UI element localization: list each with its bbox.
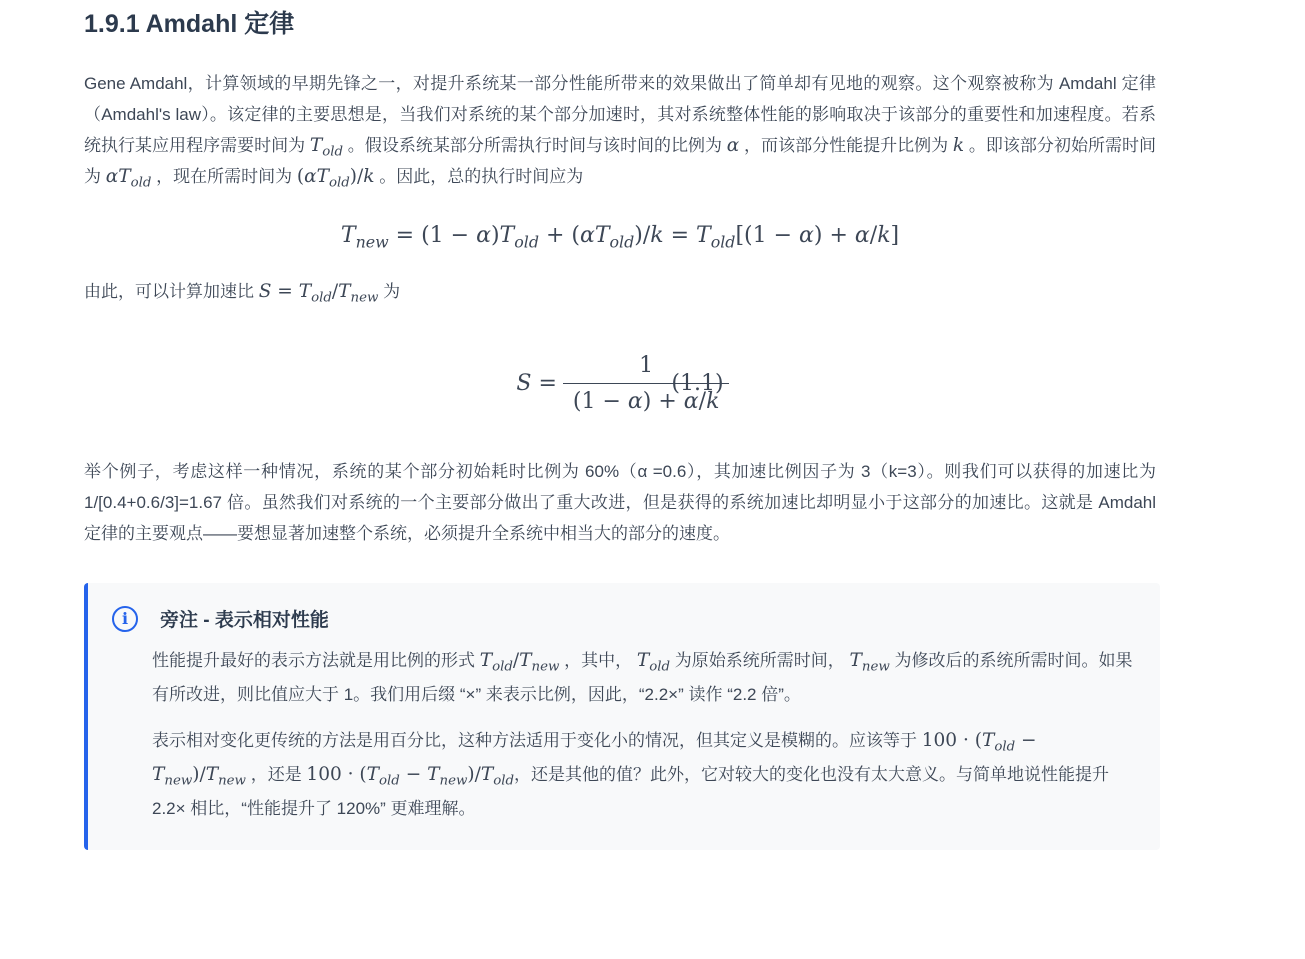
- inline-math: $T_{old}$: [309, 135, 344, 160]
- aside-header: [112, 605, 1134, 632]
- inline-math: $\alpha T_{old}$: [105, 166, 152, 191]
- aside-paragraph-percentage: 表示相对变化更传统的方法是用百分比，这种方法适用于变化小的情况，但其定义是模糊的。应该等于 $100 \cdot (T_{old} - T_{new})/T_{new}$ ，还是 $100 \cdot (T_{old} - T_{new})/T_{old}$，还是其他的值？此外，它对较大的变化也没有太大意义。与简单地说性能提升 2.2× 相比，“性能提升了 120%” 更难理解。: [152, 730, 1110, 818]
- aside-body: [152, 644, 1134, 826]
- inline-math: α: [726, 135, 740, 156]
- speedup-intro-line: 由此，可以计算加速比 $S = T_{old}/T_{new}$ 为: [84, 281, 401, 306]
- aside-callout: [84, 583, 1160, 850]
- fraction-denominator: (1 − α) + α/k: [572, 389, 720, 414]
- page-title: 1.9.1 Amdahl 定律: [84, 10, 295, 38]
- inline-math: $100 \cdot (T_{old} - T_{new})/T_{new}$: [152, 730, 1037, 789]
- inline-math: $(\alpha T_{old})/k$: [296, 166, 375, 191]
- fraction-numerator: 1: [563, 353, 730, 384]
- display-equation-speedup: [84, 347, 1156, 428]
- example-paragraph: 举个例子，考虑这样一种情况，系统的某个部分初始耗时比例为 60%（α =0.6），其加速比例因子为 3（k=3）。则我们可以获得的加速比为 1/[0.4+0.6/3]=1.67 倍。虽然我们对系统的一个主要部分做出了重大改进，但是获得的系统加速比却明显小于这部分的加速比。这就是 Amdahl 定律的主要观点——要想显著加速整个系统，必须提升全系统中相当大的部分的速度。: [84, 462, 1156, 543]
- display-equation-tnew: [84, 222, 1156, 252]
- aside-paragraph-ratio: 性能提升最好的表示方法就是用比例的形式 $T_{old}/T_{new}$ ，其中， $T_{old}$ 为原始系统所需时间， $T_{new}$ 为修改后的系统所需时间。如果有所改进，则比值应大于 1。我们用后缀 “×” 来表示比例，因此，“2.2×” 读作 “2.2 倍”。: [152, 650, 1133, 704]
- info-icon: i: [112, 606, 138, 632]
- inline-math: $T_{old}$: [636, 650, 671, 675]
- aside-title: 旁注 - 表示相对性能: [160, 610, 329, 631]
- equation-tnew-expression: $T_{new} = (1 - \alpha)T_{old} + (\alpha T_{old})/k = T_{old}[(1 - \alpha) + \alpha/k]$: [340, 223, 900, 252]
- article-content: [84, 0, 1156, 850]
- inline-math: $100 \cdot (T_{old} - T_{new})/T_{old}$: [306, 764, 515, 789]
- equation-speedup-lhs: S =: [516, 371, 557, 396]
- inline-math: k: [952, 135, 965, 156]
- intro-paragraph: Gene Amdahl，计算领域的早期先锋之一，对提升系统某一部分性能所带来的效果做出了简单却有见地的观察。这个观察被称为 Amdahl 定律（Amdahl's law）。该定律的主要思想是，当我们对系统的某个部分加速时，其对系统整体性能的影响取决于该部分的重要性和加速程度。若系统执行某应用程序需要时间为 $T_{old}$ 。假设系统某部分所需执行时间与该时间的比例为 α ，而该部分性能提升比例为 k 。即该部分初始所需时间为 $\alpha T_{old}$ ，现在所需时间为 $(\alpha T_{old})/k$ 。因此，总的执行时间应为: [84, 74, 1156, 191]
- inline-math: $T_{old}/T_{new}$: [479, 650, 560, 675]
- equation-number-tag: (1.1): [671, 371, 724, 396]
- inline-math: $S = T_{old}/T_{new}$: [258, 281, 379, 306]
- inline-math: $T_{new}$: [849, 650, 890, 675]
